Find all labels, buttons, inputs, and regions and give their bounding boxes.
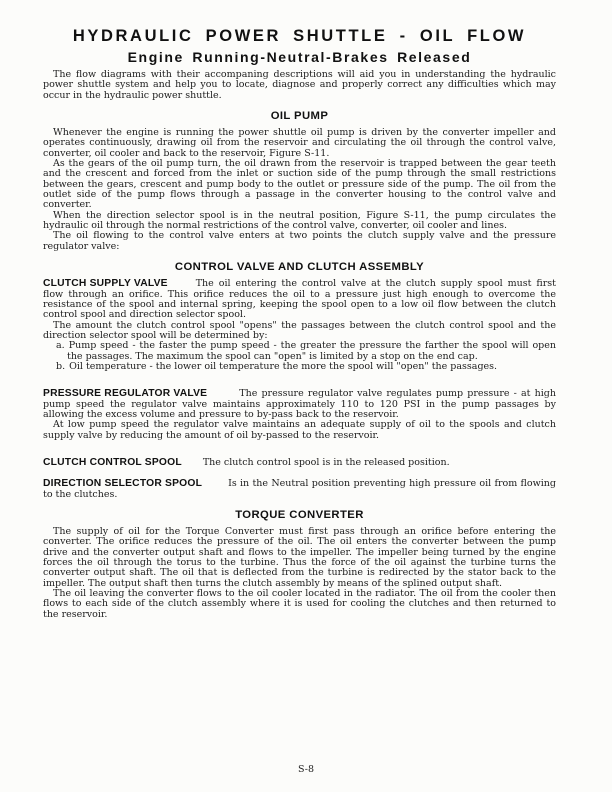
list-marker-a: a.	[56, 340, 65, 352]
clutch-control-spool-text: The clutch control spool is in the released position.	[202, 456, 450, 468]
pressure-regulator-text: The pressure regulator valve regulates pump pressure - at high pump speed the regulator valve maintains approximately 110 to 120 PSI in the pump passages by allowing the excess volume and pressure to by-pass back to the reservoir.	[43, 388, 556, 420]
pressure-regulator-paragraph	[43, 389, 556, 420]
clutch-supply-followup: The amount the clutch control spool "opens" the passages between the clutch control spool and the direction selector spool will be determined by:	[43, 319, 556, 341]
list-marker-b: b.	[56, 360, 66, 372]
oil-pump-paragraph-3: When the direction selector spool is in the neutral position, Figure S-11, the pump circulates the hydraulic oil through the normal restrictions of the control valve, converter, oil cooler and lines.	[43, 209, 556, 232]
direction-selector-spool-paragraph	[43, 479, 556, 500]
torque-converter-paragraph-2: The oil leaving the converter flows to the oil cooler located in the radiator. The oil from the cooler then flows to each side of the clutch assembly where it is used for cooling the clutches and then returned to the reservoir.	[43, 588, 556, 620]
determinant-item-b	[56, 360, 556, 372]
clutch-control-spool-label: CLUTCH CONTROL SPOOL	[43, 456, 182, 468]
clutch-supply-valve-text: The oil entering the control valve at the clutch supply spool must first flow through an orifice. This orifice reduces the oil to a pressure just high enough to overcome the resistance of the spool and internal spring, keeping the spool open to a low oil flow between the clutch control spool and direction selector spool.	[43, 278, 556, 321]
page-subtitle: Engine Running-Neutral-Brakes Released	[127, 49, 472, 65]
pressure-regulator-label: PRESSURE REGULATOR VALVE	[43, 388, 208, 400]
determinant-b-text: Oil temperature - the lower oil temperature the more the spool will "open" the passages.	[69, 360, 498, 372]
oil-pump-paragraph-1: Whenever the engine is running the power shuttle oil pump is driven by the converter impeller and operates continuously, drawing oil from the reservoir and circulating the oil through the control valve, converter, oil cooler and back to the reservoir, Figure S-11.	[43, 127, 556, 159]
clutch-control-spool-paragraph	[43, 458, 556, 468]
intro-paragraph: The flow diagrams with their accompaning descriptions will aid you in understanding the hydraulic power shuttle system and help you to locate, diagnose and properly correct any difficulties which may occur in the hydraulic power shuttle.	[43, 69, 556, 101]
page-title: HYDRAULIC POWER SHUTTLE - OIL FLOW	[72, 27, 527, 45]
determinant-a-text: Pump speed - the faster the pump speed - the greater the pressure the farther the spool will open the passages. The maximum the spool can "open" is limited by a stop on the end cap.	[67, 340, 556, 362]
direction-selector-spool-label: DIRECTION SELECTOR SPOOL	[43, 478, 203, 490]
direction-selector-spool-text: Is in the Neutral position preventing high pressure oil from flowing to the clutches.	[43, 478, 556, 500]
pressure-regulator-followup: At low pump speed the regulator valve maintains an adequate supply of oil to the spools and clutch supply valve by reducing the amount of oil by-passed to the reservoir.	[43, 419, 556, 441]
section-heading-oil-pump: OIL PUMP	[270, 110, 329, 123]
page-number: S-8	[297, 764, 315, 775]
section-heading-control-valve: CONTROL VALVE AND CLUTCH ASSEMBLY	[174, 261, 425, 274]
determinant-item-a	[56, 340, 556, 362]
torque-converter-paragraph-1: The supply of oil for the Torque Converter must first pass through an orifice before entering the converter. The orifice reduces the pressure of the oil. The oil enters the converter between the pump drive and the converter output shaft and flows to the impeller. The impeller being turned by the engine forces the oil through the torus to the turbine. Thus the force of the oil against the turbine turns the converter output shaft. The oil that is deflected from the turbine is redirected by the stator back to the impeller. The output shaft then turns the clutch assembly by means of the splined output shaft.	[43, 526, 556, 589]
clutch-supply-valve-label: CLUTCH SUPPLY VALVE	[43, 278, 168, 290]
section-heading-torque-converter: TORQUE CONVERTER	[235, 509, 364, 521]
oil-pump-paragraph-2: As the gears of the oil pump turn, the oil drawn from the reservoir is trapped between the gear teeth and the crescent and forced from the inlet or suction side of the pump through the small restrictions between the gears, crescent and pump body to the outlet or pressure side of the pump. The oil from the outlet side of the pump flows through a passage in the converter housing to the control valve and converter.	[43, 158, 556, 211]
clutch-supply-valve-paragraph	[43, 279, 556, 320]
oil-pump-paragraph-4: The oil flowing to the control valve enters at two points the clutch supply valve and the pressure regulator valve:	[43, 230, 556, 252]
